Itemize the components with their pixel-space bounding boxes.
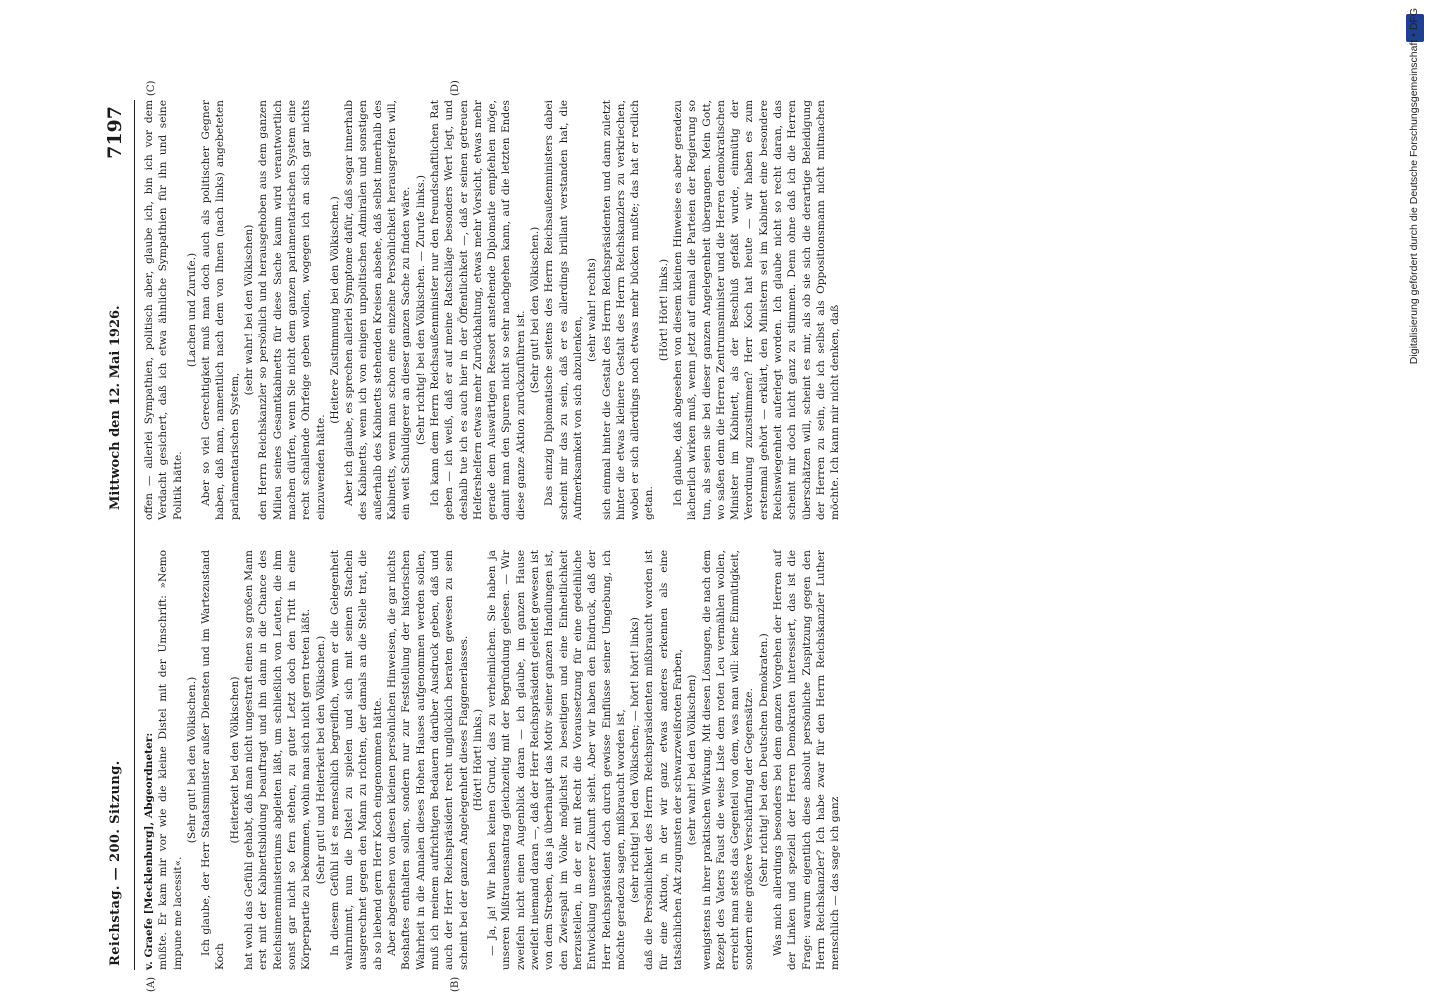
margin-mark-c: (C) (146, 80, 157, 96)
paragraph: sich einmal hinter die Gestalt des Herrn Reichspräsidenten und dann zuletzt hinter die etwas kleinere Gestalt des Herrn Reichskanzlers zu verkriechen, wobei er sich allerdings noch etwas mehr bücken mußte; das hat er redlich getan. (600, 100, 656, 520)
margin-mark-a: (A) (146, 976, 157, 992)
interjection: (Sehr richtig! bei den Völkischen. — Zurufe links.) (414, 174, 427, 446)
paragraph: Ich kann dem Herrn Reichsaußenminister nur den freundschaftlichen Rat geben — ich weiß, daß er auf meine Ratschläge besonders Wert legt, und deshalb tue ich es auch hier in der Öffentlichkeit —, daß er seinen getreuen Helfershelfern etwas mehr Zurückhaltung, etwas mehr Vorsicht, etwas mehr gerade dem Auswärtigen Ressort anstehende Diplomatie empfehlen möge, damit man den Spuren nicht so sehr nachgehen kann, auf die letzten Endes diese ganze Aktion zurückzuführen ist. (428, 100, 527, 520)
paragraph: In diesem Gefühl ist es menschlich begreiflich, wenn er die Gelegenheit wahrnimmt, nun die Distel zu spielen und sich mit seinen Stacheln ausgerechnet gegen den Mann zu richten, der damals an die Stelle trat, die ab so liebend gern Herr Koch eingenommen hätte. (328, 550, 384, 970)
paragraph: Was mich allerdings besonders bei dem ganzen Vorgehen der Herren auf der Linken und speziell der Herren Demokraten interessiert, das ist die Frage: warum eigentlich diese absolut persönliche Zuspitzung gegen den Herrn Reichskanzler? Ich habe zwar für den Herrn Reichskanzler Luther menschlich — das sage ich ganz (772, 550, 842, 970)
margin-mark-d: (D) (450, 80, 461, 96)
paragraph: hat wohl das Gefühl gehabt, daß man nicht ungestraft einen so großen Mann erst mit der Kabinettsbildung beauftragt und ihn dann in die Chance des Reichsinnenministeriums abgleiten läßt, um schließlich von Leuten, die ihm sonst gar nicht so fern stehen, zu guter Letzt doch den Tritt in eine Körperpartie zu bekommen, wohin man sich nicht gern treten läßt. (243, 550, 313, 970)
paragraph: — Ja, ja! Wir haben keinen Grund, das zu verheimlichen. Sie haben ja unseren Mißtrauensantrag gleichzeitig mit der Begründung gelesen. — Wir zweifeln nicht einen Augenblick daran — ich glaube, im ganzen Hause zweifelt niemand daran —, daß der Herr Reichspräsident geleitet gewesen ist von dem Streben, das ja überhaupt das Motiv seiner ganzen Handlungen ist, den Zwiespalt im Volke möglichst zu beseitigen und eine Einheitlichkeit herzustellen, in der er mit Recht die Voraussetzung für eine gedeihliche Entwicklung unserer Zukunft sieht. Aber wir haben den Eindruck, daß der Herr Reichspräsident doch durch gewisse Einflüsse seiner Umgebung, ich möchte geradezu sagen, mißbraucht worden ist, (486, 550, 627, 970)
paragraph: Ich glaube, daß abgesehen von diesem kleinen Hinweise es aber geradezu lächerlich wirken muß, wenn jetzt auf einmal die Parteien der Regierung so tun, als seien sie bei dieser ganzen Angelegenheit übergangen. Mein Gott, wo saßen denn die Herren Zentrumsminister und die Herren demokratischen Minister im Kabinett, als der Beschluß gefaßt wurde, einmütig der Verordnung zuzustimmen? Herr Koch hat heute — wir haben es zum erstenmal gehört — erklärt, den Ministern sei im Kabinett eine besondere Reichswiegenheit auferlegt worden. Ich glaube nicht so recht daran, das scheint mir doch nicht ganz zu stimmen. Denn ohne daß ich die Herren überschätzen will, scheint es mir, als ob sie sich die derartige Beleidigung der Herren zu sein, die ich selbst als Oppositionsmann nicht mitmachen möchte. Ich kann mir nicht denken, daß (671, 100, 842, 520)
paragraph: müßte. Er kam mir vor wie die kleine Distel mit der Umschrift: »Nemo impune me lacessit«. (157, 550, 184, 970)
paragraph: Aber so viel Gerechtigkeit muß man doch auch als politischer Gegner haben, daß man, namentlich nach dem von Ihnen (nach links) angebeteten parlamentarischen System, (200, 100, 241, 520)
interjection: (Sehr richtig! bei den Deutschen Demokraten.) (757, 633, 770, 887)
left-column (142, 550, 842, 970)
interjection: (Sehr gut! bei den Völkischen.) (185, 676, 198, 844)
paragraph: Aber abgesehen von diesen kleinen persönlichen Hinweisen, die gar nichts Boshaftes enthalten sollen, sondern nur zur Feststellung der historischen Wahrheit in die Annalen dieses Hohen Hauses aufgenommen werden sollen, muß ich meinem aufrichtigen Bedauern darüber Ausdruck geben, daß und auch der Herr Reichspräsident recht unglücklich beraten gewesen zu sein scheint bei der ganzen Angelegenheit dieses Flaggenerlasses. (386, 550, 470, 970)
dfg-credit-text: Digitalisierung gefördert durch die Deutsche Forschungsgemeinschaft • DFG (1408, 8, 1420, 365)
paragraph: Aber ich glaube, es sprechen allerlei Symptome dafür, daß sogar innerhalb des Kabinetts, wenn ich von einigen unpolitischen Admiralen und sonstigen außerhalb des Kabinetts stehenden Kreisen absehe, daß selbst innerhalb des Kabinetts, wenn man schon eine einzelne Persönlichkeit herausgreifen will, ein weit Schuldigerer an dieser ganzen Sache zu finden wäre. (343, 100, 413, 520)
page-number: 7197 (104, 106, 126, 159)
interjection: (Heiterkeit bei den Völkischen) (228, 676, 241, 844)
paragraph: wenigstens in ihrer praktischen Wirkung. Mit diesen Lösungen, die nach dem Rezept des Vaters Faust die weise Liste dem roten Leu vermählen wollen, erreicht man stets das Gegenteil von dem, was man will: keine Einmütigkeit, sondern eine größere Verschärfung der Gegensätze. (700, 550, 756, 970)
paragraph: Ich glaube, der Herr Staatsminister außer Diensten und im Wartezustand Koch (200, 550, 227, 970)
interjection: (sehr wahr! bei den Völkischen) (243, 224, 256, 396)
interjection: (Lachen und Zurufe.) (185, 252, 198, 368)
margin-mark-b: (B) (450, 976, 461, 992)
paragraph: den Herrn Reichskanzler so persönlich und herausgehoben aus dem ganzen Milieu seines Gesamtkabinetts für diese Sache kaum wird verantwortlich machen dürfen, wenn Sie nicht dem ganzen parlamentarischen System eine recht schallende Ohrfeige geben wollen, wogegen ich an sich gar nichts einzuwenden hätte. (257, 100, 327, 520)
interjection: (sehr wahr! rechts) (586, 258, 599, 362)
paragraph: offen — allerlei Sympathien, politisch aber, glaube ich, bin ich vor dem Verdacht gesichert, daß ich etwa ähnliche Sympathien für ihn und seine Politik hätte. (143, 100, 184, 520)
paragraph: Das einzig Diplomatische seitens des Herrn Reichsaußenministers dabei scheint mir das zu sein, daß er es allerdings brillant verstanden hat, die Aufmerksamkeit von sich abzulenken, (543, 100, 584, 520)
rotated-document-page (100, 80, 842, 992)
header-date: Mittwoch den 12. Mai 1926. (108, 305, 123, 510)
interjection: (Hört! Hört! links.) (657, 258, 670, 362)
interjection: (Sehr gut! bei den Völkischen.) (529, 226, 542, 394)
interjection: (Sehr gut! und Heiterkeit bei den Völkischen.) (314, 635, 327, 885)
interjection: (Heitere Zustimmung bei den Völkischen.) (328, 196, 341, 424)
interjection: (Hört! Hört! links.) (471, 708, 484, 812)
interjection: (sehr wahr! bei den Völkischen) (686, 674, 699, 846)
right-column (142, 100, 842, 520)
interjection: (sehr richtig! bei den Völkischen; — hört! hört! links) (629, 617, 642, 903)
running-header (100, 100, 135, 970)
paragraph: daß die Persönlichkeit des Herrn Reichspräsidenten mißbraucht worden ist für eine Aktion, in der wir ganz etwas anderes erkennen als eine tatsächlichen Akt zugunsten der schwarzweißroten Farben, (643, 550, 684, 970)
speaker-line: v. Graefe [Mecklenburg], Abgeordneter: (143, 732, 155, 970)
dfg-credit-strip (1404, 8, 1430, 994)
header-left: Reichstag. — 200. Sitzung. (108, 760, 123, 966)
